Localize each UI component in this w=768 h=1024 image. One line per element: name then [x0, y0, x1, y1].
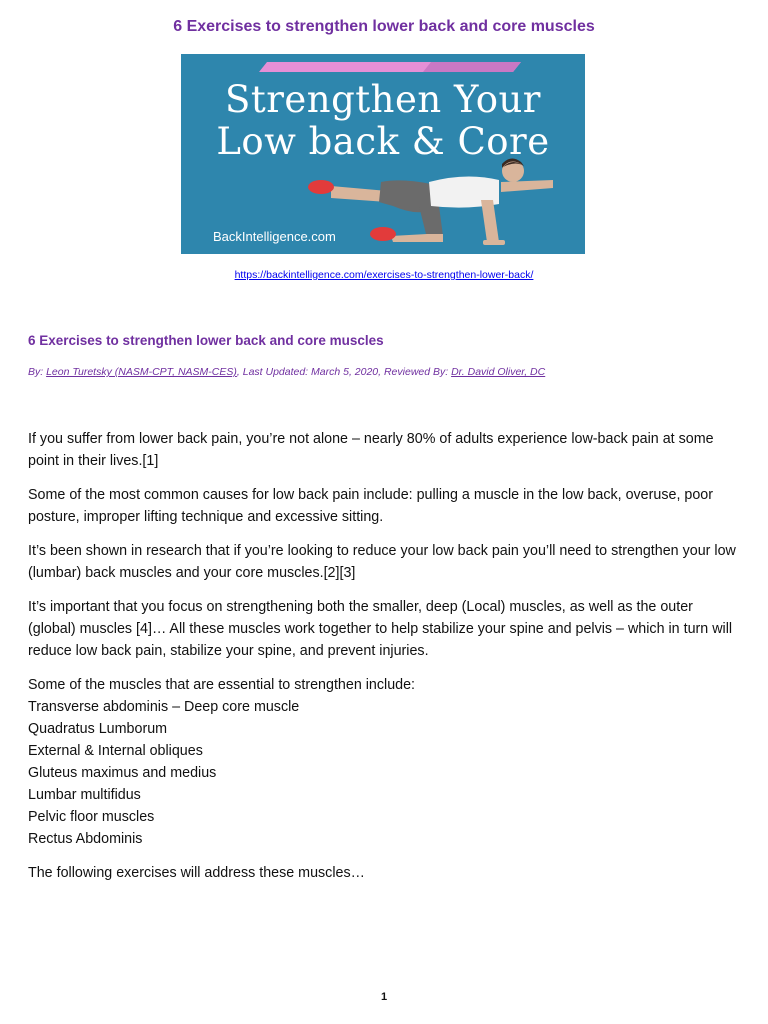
byline-prefix: By:	[28, 366, 47, 378]
banner-image	[181, 54, 585, 254]
list-item: External & Internal obliques	[28, 743, 203, 759]
banner-headline-line1: Strengthen Your	[224, 78, 541, 121]
source-link[interactable]: https://backintelligence.com/exercises-to-strengthen-lower-back/	[234, 269, 534, 281]
byline-middle: , Last Updated: March 5, 2020, Reviewed By:	[236, 366, 452, 378]
reviewer-link[interactable]: Dr. David Oliver, DC	[451, 366, 546, 378]
byline	[28, 366, 545, 378]
bird-dog-figure	[308, 158, 553, 245]
article-body	[28, 428, 744, 896]
list-item: Lumbar multifidus	[28, 787, 141, 803]
muscles-list	[28, 674, 744, 850]
muscles-intro: Some of the muscles that are essential to strengthen include:	[28, 677, 416, 693]
banner-brand: BackIntelligence.com	[213, 229, 336, 244]
paragraph: If you suffer from lower back pain, you’re not alone – nearly 80% of adults experience low-back pain at some point in their lives.[1]	[28, 431, 714, 469]
author-link[interactable]: Leon Turetsky (NASM-CPT, NASM-CES)	[46, 366, 237, 378]
paragraph: It’s been shown in research that if you’re looking to reduce your low back pain you’ll need to strengthen your low (lumbar) back muscles and your core muscles.[2][3]	[28, 543, 736, 581]
banner-headline-line2: Low back & Core	[216, 120, 550, 163]
list-item: Rectus Abdominis	[28, 831, 143, 847]
list-item: Pelvic floor muscles	[28, 809, 155, 825]
section-title: 6 Exercises to strengthen lower back and core muscles	[28, 333, 384, 348]
page-number: 1	[380, 991, 388, 1003]
banner-stripe-dark	[423, 62, 521, 72]
closing-paragraph: The following exercises will address these muscles…	[28, 865, 365, 881]
paragraph: It’s important that you focus on strengthening both the smaller, deep (Local) muscles, as well as the outer (global) muscles [4]… All these muscles work together to help stabilize your spine and pelvis – which in turn will reduce low back pain, stabilize your spine, and prevent injuries.	[28, 599, 733, 659]
list-item: Transverse abdominis – Deep core muscle	[28, 699, 300, 715]
paragraph: Some of the most common causes for low back pain include: pulling a muscle in the low back, overuse, poor posture, improper lifting technique and excessive sitting.	[28, 487, 714, 525]
list-item: Quadratus Lumborum	[28, 721, 168, 737]
document-title: 6 Exercises to strengthen lower back and core muscles	[173, 18, 595, 35]
list-item: Gluteus maximus and medius	[28, 765, 217, 781]
